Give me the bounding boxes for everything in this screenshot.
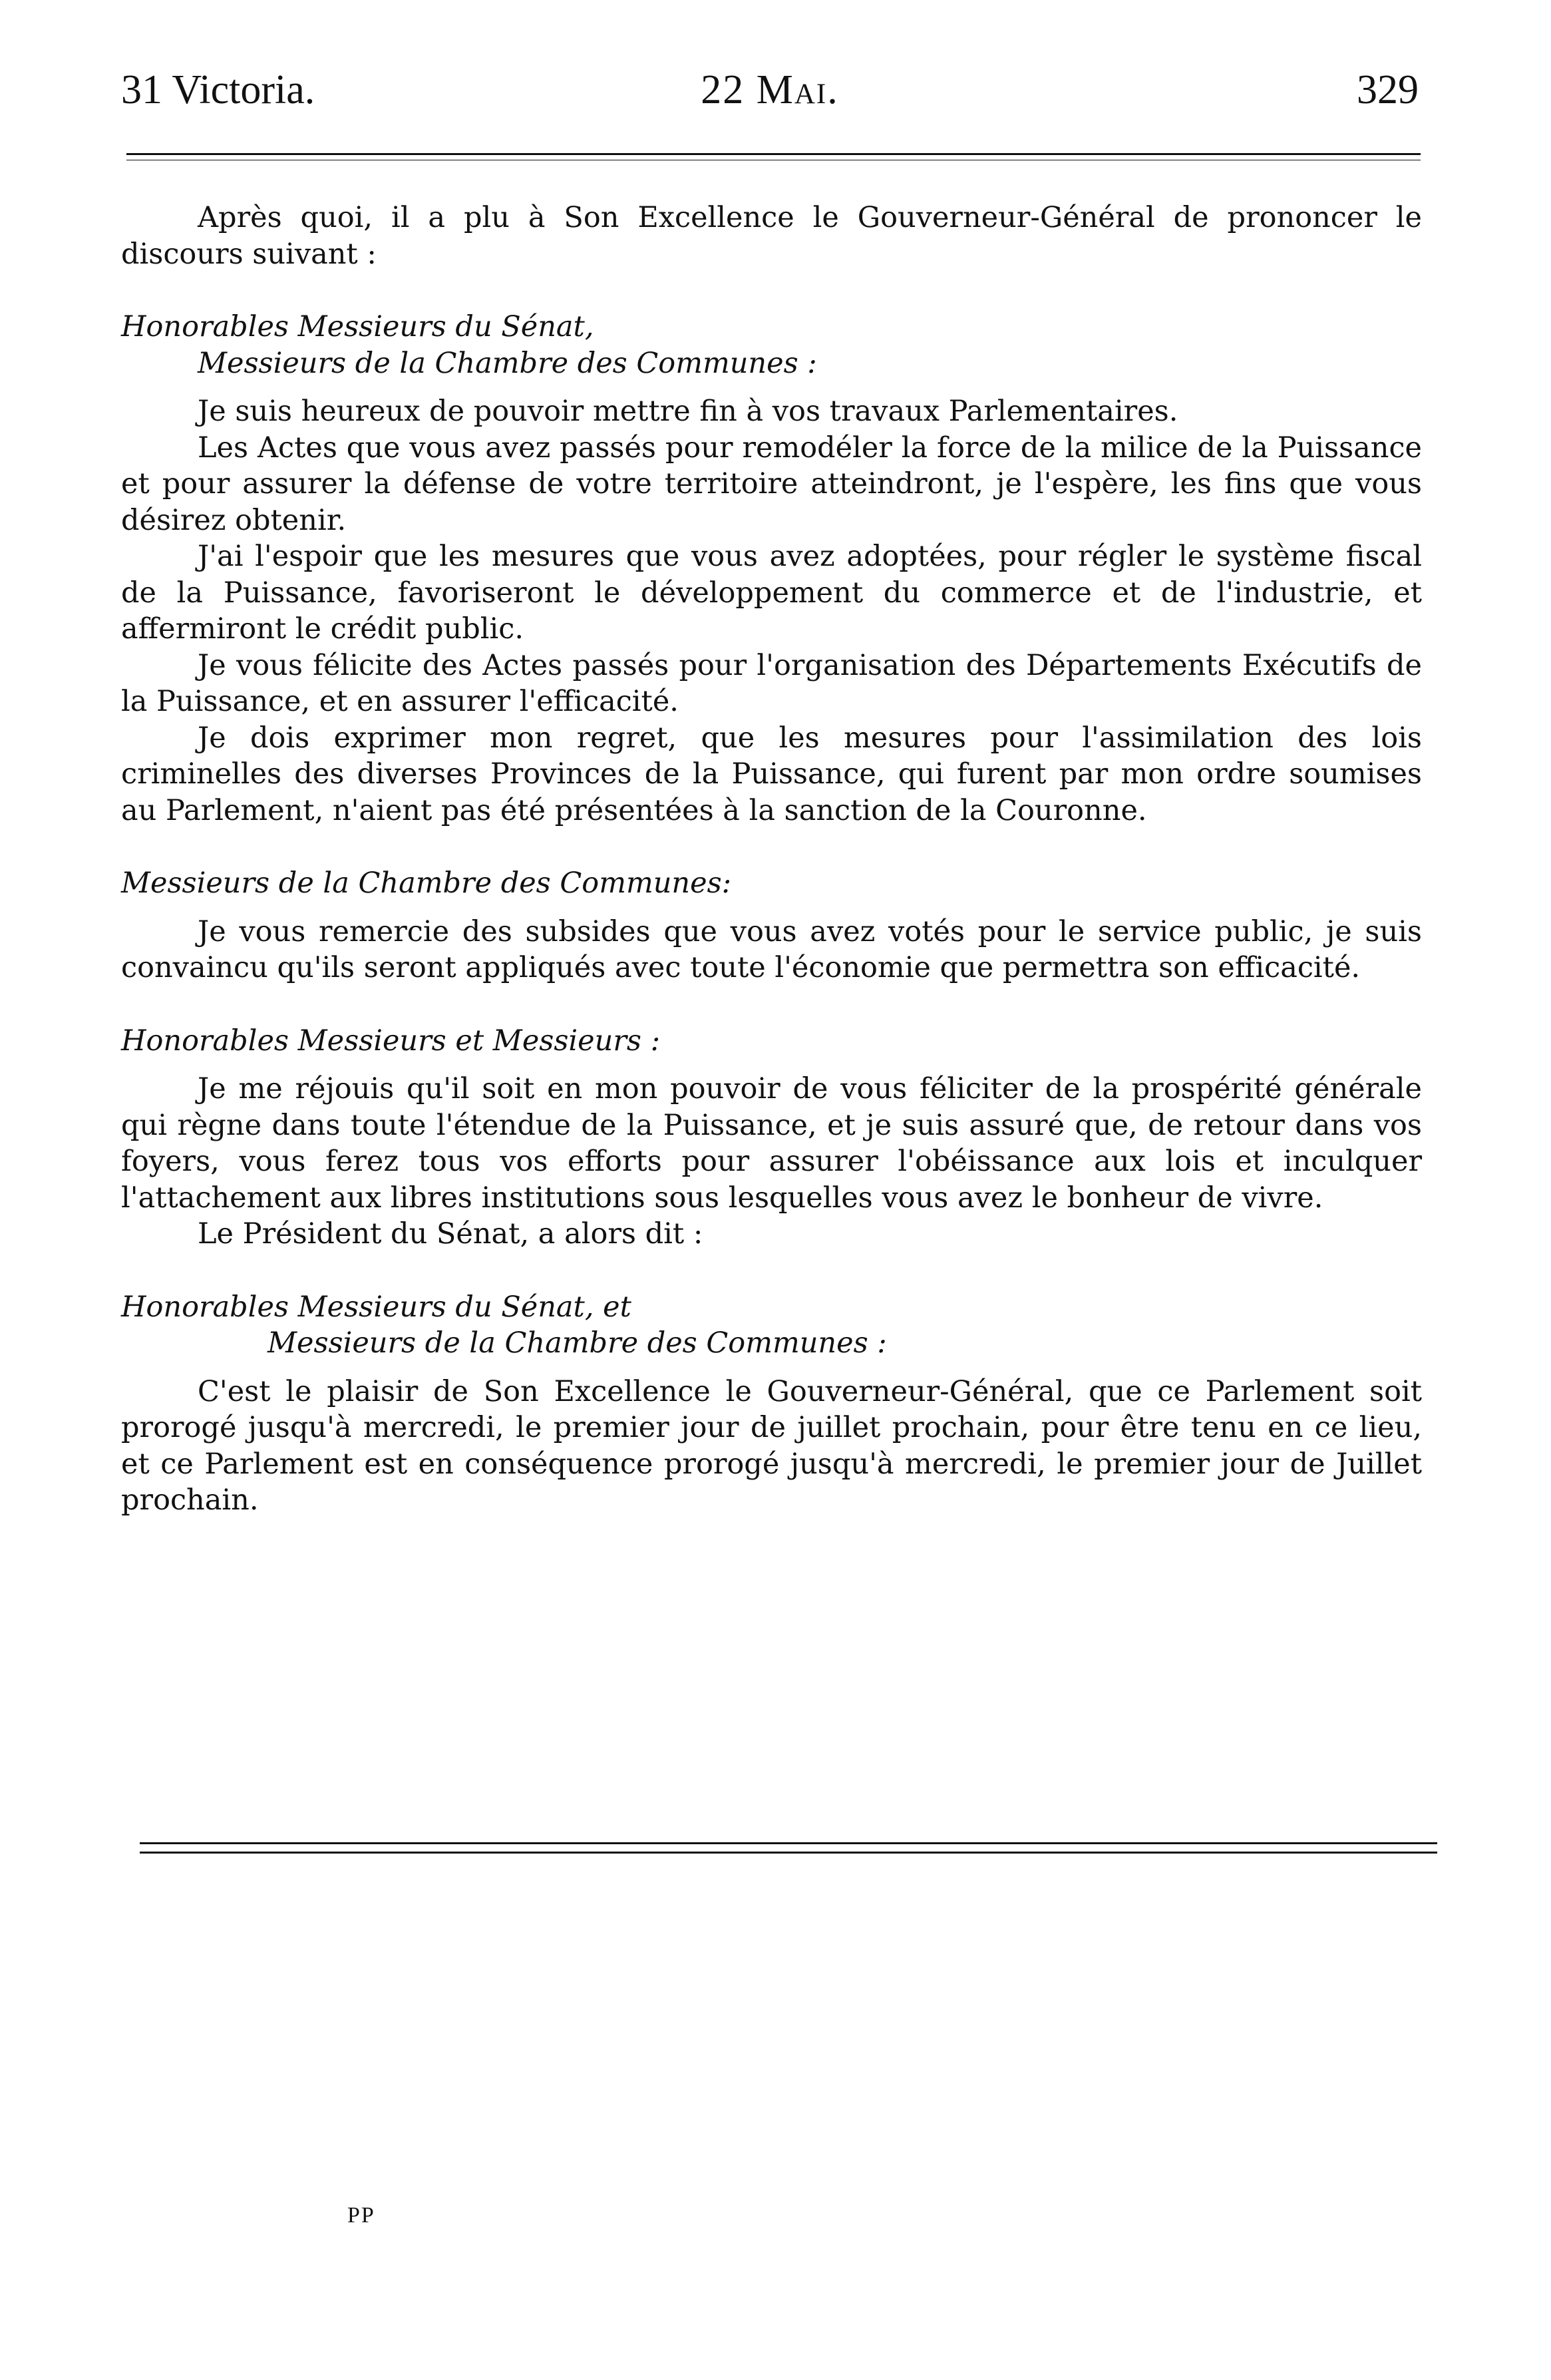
president-line: Le Président du Sénat, a alors dit : [198, 1217, 703, 1251]
header-regnal-year: 31 Victoria. [121, 67, 315, 112]
footer-rule [140, 1842, 1437, 1844]
salutation-senate: Honorables Messieurs du Sénat, [121, 310, 594, 343]
prorogation-paragraph: C'est le plaisir de Son Excellence le Gouverneur-Général, que ce Parlement soit prorogé jusqu'à mercredi, le premier jour de juillet prochain, pour être tenu en ce lieu, et ce Parlement est en conséquence prorogé jusqu'à mercredi, le premier jour de Juillet prochain. [121, 1374, 1422, 1517]
speech-paragraph: Les Actes que vous avez passés pour remodéler la force de la milice de la Puissance et pour assurer la défense de votre territoire atteindront, je l'espère, les fins que vous désirez obtenir. [121, 431, 1422, 537]
salutation-all: Honorables Messieurs et Messieurs : [121, 1024, 661, 1058]
speech-paragraph: Je suis heureux de pouvoir mettre fin à vos travaux Parlementaires. [198, 395, 1178, 428]
speech-paragraph: J'ai l'espoir que les mesures que vous avez adoptées, pour régler le système fiscal de la Puissance, favoriseront le développement du commerce et de l'industrie, et affermiront le crédit public. [121, 540, 1422, 646]
speech-paragraph-prosperity: Je me réjouis qu'il soit en mon pouvoir de vous féliciter de la prospérité générale qui règne dans toute l'étendue de la Puissance, et je suis assuré que, de retour dans vos foyers, vous ferez tous vos efforts pour assurer l'obéissance aux lois et inculquer l'attachement aux libres institutions sous lesquelles vous avez le bonheur de vivre. [121, 1072, 1422, 1215]
salutation-commons-3: Messieurs de la Chambre des Communes : [267, 1326, 887, 1360]
intro-paragraph: Après quoi, il a plu à Son Excellence le Gouverneur-Général de prononcer le discours suivant : [121, 201, 1422, 271]
page-body [121, 200, 1422, 1519]
running-header [121, 67, 1419, 126]
page-number: 329 [1357, 67, 1419, 112]
salutation-senate-2: Honorables Messieurs du Sénat, et [121, 1290, 631, 1324]
header-date: 22 Mai. [701, 67, 839, 112]
header-rule [126, 153, 1421, 155]
speech-paragraph: Je vous félicite des Actes passés pour l'organisation des Départements Exécutifs de la Puissance, et en assurer l'efficacité. [121, 648, 1422, 718]
speech-paragraph: Je dois exprimer mon regret, que les mesures pour l'assimilation des lois criminelles des diverses Provinces de la Puissance, qui furent par mon ordre soumises au Parlement, n'aient pas été présentées à la sanction de la Couronne. [121, 721, 1422, 827]
salutation-commons: Messieurs de la Chambre des Communes : [198, 346, 817, 380]
salutation-commons-2: Messieurs de la Chambre des Communes: [121, 867, 732, 900]
speech-paragraph-subsidies: Je vous remercie des subsides que vous avez votés pour le service public, je suis convaincu qu'ils seront appliqués avec toute l'économie que permettra son efficacité. [121, 914, 1422, 984]
signature-mark: PP [347, 2203, 375, 2228]
footer-rule-double [140, 1852, 1437, 1854]
